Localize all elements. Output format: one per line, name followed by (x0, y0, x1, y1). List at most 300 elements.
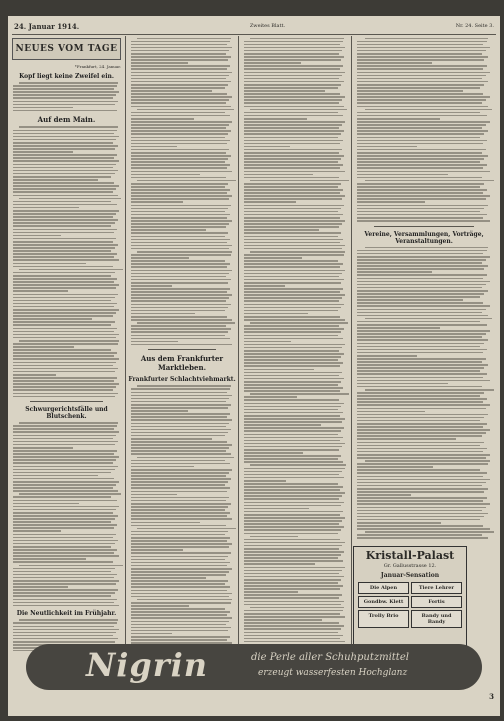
text-line (13, 94, 116, 96)
text-line (357, 395, 480, 397)
text-line (131, 245, 232, 247)
text-line (13, 232, 114, 234)
text-line (131, 419, 232, 421)
text-line (13, 328, 117, 330)
text-line (131, 481, 228, 483)
text-line (13, 213, 116, 215)
text-line (244, 529, 341, 531)
text-line (13, 219, 118, 221)
ad-program-item: Bandy und Bandy (411, 610, 462, 628)
article-text (357, 38, 491, 222)
text-line (131, 611, 230, 613)
text-line (131, 463, 230, 465)
text-line (13, 352, 117, 354)
text-line (244, 133, 341, 135)
text-line (131, 338, 230, 340)
text-line (13, 368, 118, 370)
text-line (13, 509, 116, 511)
text-line (13, 490, 118, 492)
text-line (244, 635, 343, 637)
text-line (244, 68, 340, 70)
text-line (13, 580, 119, 582)
text-line (244, 353, 344, 355)
text-line (13, 371, 115, 373)
text-line (357, 457, 486, 459)
text-line (357, 253, 483, 255)
text-line (244, 143, 340, 145)
text-line (244, 387, 343, 389)
text-line (131, 285, 172, 287)
text-line (13, 377, 117, 379)
text-line (244, 502, 344, 504)
text-line (244, 616, 345, 618)
text-line (244, 177, 339, 179)
text-line (244, 307, 341, 309)
text-line (13, 441, 118, 443)
text-line (244, 223, 342, 225)
text-line (131, 192, 227, 194)
text-line (244, 288, 343, 290)
text-line (357, 469, 480, 471)
text-line (244, 622, 339, 624)
text-line (250, 464, 346, 466)
text-line (131, 81, 231, 83)
text-line (357, 373, 487, 375)
text-line (244, 567, 345, 569)
text-line (131, 254, 231, 256)
text-line (244, 449, 339, 451)
text-line (13, 324, 111, 326)
text-line (357, 155, 488, 157)
text-line (244, 87, 338, 89)
text-line (13, 130, 117, 132)
text-line (244, 211, 338, 213)
text-line (13, 592, 115, 594)
text-line (244, 53, 339, 55)
text-line (244, 489, 340, 491)
text-line (131, 189, 230, 191)
text-line (131, 562, 230, 564)
text-line (357, 149, 486, 151)
text-line (244, 183, 341, 185)
text-line (357, 528, 490, 530)
text-line (244, 557, 338, 559)
text-line (357, 84, 484, 86)
text-line (13, 133, 114, 135)
text-line (244, 127, 339, 129)
text-line (13, 527, 114, 529)
text-line (357, 211, 480, 213)
text-line (357, 96, 490, 98)
text-line (13, 641, 115, 643)
text-line (131, 639, 227, 641)
masthead: NEUES VOM TAGE (12, 38, 121, 60)
text-line (13, 250, 111, 252)
text-line (244, 625, 344, 627)
text-line (19, 422, 117, 424)
text-line (244, 437, 343, 439)
text-line (357, 302, 483, 304)
text-line (13, 253, 117, 255)
text-line (13, 346, 74, 348)
text-line (357, 259, 486, 261)
text-line (357, 133, 484, 135)
text-line (357, 287, 482, 289)
text-line (244, 106, 344, 108)
text-line (244, 430, 341, 432)
ad-slogan-2: erzeugt wasserfesten Hochglanz (258, 668, 408, 678)
text-line (13, 453, 114, 455)
text-line (357, 522, 441, 524)
text-line (131, 294, 232, 296)
headline: Schwurgerichtsfälle und Blutschenk. (25, 406, 108, 421)
text-line (244, 517, 345, 519)
text-line (131, 195, 232, 197)
text-line (244, 604, 341, 606)
text-line (244, 632, 338, 634)
text-line (13, 450, 117, 452)
text-line (357, 451, 483, 453)
text-line (357, 262, 482, 264)
text-line (131, 395, 232, 397)
text-line (13, 167, 113, 169)
text-line (357, 53, 482, 55)
text-line (244, 161, 338, 163)
text-line (13, 235, 61, 237)
text-line (357, 99, 486, 101)
text-line (131, 484, 225, 486)
text-line (19, 619, 117, 621)
text-line (357, 177, 482, 179)
text-line (13, 229, 117, 231)
text-line (244, 226, 339, 228)
text-line (244, 140, 343, 142)
text-line (131, 72, 232, 74)
text-line (131, 444, 232, 446)
text-line (13, 512, 113, 514)
text-line (131, 453, 231, 455)
text-line (357, 537, 488, 539)
text-line (244, 548, 339, 550)
text-line (357, 72, 490, 74)
text-line (131, 167, 227, 169)
text-line (244, 242, 340, 244)
text-line (131, 211, 225, 213)
text-line (250, 322, 348, 324)
text-line (357, 256, 490, 258)
text-line (357, 494, 411, 496)
text-line (357, 361, 482, 363)
text-line (357, 146, 417, 148)
text-line (357, 500, 483, 502)
column-1 (10, 36, 123, 651)
column-4 (354, 36, 494, 541)
text-line (13, 107, 73, 109)
text-line (131, 605, 189, 607)
text-line (357, 161, 480, 163)
text-line (244, 446, 342, 448)
text-line (244, 443, 345, 445)
text-line (244, 300, 339, 302)
text-line (357, 352, 483, 354)
text-line (19, 82, 117, 84)
text-line (357, 497, 487, 499)
text-line (357, 516, 484, 518)
text-line (131, 500, 226, 502)
text-line (131, 137, 225, 139)
text-line (244, 316, 340, 318)
text-line (131, 304, 231, 306)
text-line (13, 284, 119, 286)
text-line (13, 629, 119, 631)
text-line (244, 554, 341, 556)
text-line (131, 475, 226, 477)
text-line (244, 96, 345, 98)
text-line (244, 369, 314, 371)
text-line (13, 543, 115, 545)
text-line (250, 180, 349, 182)
text-line (13, 605, 119, 607)
text-line (357, 201, 425, 203)
text-line (244, 362, 343, 364)
headline: Kopf liegt keine Zweifel ein. (19, 73, 114, 80)
text-line (13, 599, 117, 601)
text-line (244, 121, 345, 123)
text-line (365, 318, 492, 320)
text-line (244, 44, 340, 46)
text-line (13, 290, 68, 292)
text-line (131, 171, 232, 173)
text-line (131, 410, 188, 412)
text-line (244, 263, 343, 265)
text-line (131, 537, 230, 539)
text-line (13, 561, 113, 563)
text-line (357, 423, 487, 425)
text-line (244, 304, 344, 306)
headline: Die Neutlichkeit im Frühjahr. (16, 610, 117, 618)
text-line (13, 259, 119, 261)
text-line (131, 522, 200, 524)
text-line (244, 560, 343, 562)
text-line (19, 565, 123, 567)
text-line (244, 406, 341, 408)
text-line (137, 528, 236, 530)
text-line (357, 411, 425, 413)
text-line (357, 299, 463, 301)
text-line (244, 294, 345, 296)
text-line (244, 486, 343, 488)
text-line (357, 408, 486, 410)
page-marker: 3 (489, 692, 494, 701)
newspaper-page (8, 16, 500, 716)
headline: Aus dem Frankfurter Marktleben. (140, 354, 224, 373)
text-line (244, 365, 340, 367)
header-date: 24. Januar 1914. (14, 21, 80, 31)
text-line (13, 101, 118, 103)
text-line (250, 38, 344, 40)
text-line (357, 309, 486, 311)
text-line (13, 151, 73, 153)
text-line (131, 608, 225, 610)
text-line (131, 208, 228, 210)
text-line (137, 322, 235, 324)
text-line (13, 275, 111, 277)
text-line (131, 534, 225, 536)
text-line (13, 374, 56, 376)
text-line (131, 392, 227, 394)
text-line (244, 167, 340, 169)
text-line (244, 588, 340, 590)
text-line (131, 319, 232, 321)
text-line (131, 266, 227, 268)
text-line (13, 97, 113, 99)
text-line (131, 47, 232, 49)
separator (374, 226, 474, 227)
text-line (357, 349, 487, 351)
text-line (357, 164, 487, 166)
text-line (131, 130, 231, 132)
text-line (131, 297, 229, 299)
text-line (357, 130, 488, 132)
text-line (244, 356, 341, 358)
text-line (13, 222, 115, 224)
text-line (244, 102, 339, 104)
text-line (131, 53, 226, 55)
text-line (13, 303, 117, 305)
text-line (357, 442, 484, 444)
text-line (131, 161, 225, 163)
text-line (357, 290, 488, 292)
text-line (244, 483, 338, 485)
text-line (13, 318, 92, 320)
text-line (131, 232, 228, 234)
text-line (244, 409, 338, 411)
text-line (357, 44, 483, 46)
text-line (13, 462, 113, 464)
text-line (357, 305, 490, 307)
article-text (13, 126, 120, 397)
text-line (131, 593, 232, 595)
text-line (365, 460, 490, 462)
text-line (357, 189, 487, 191)
text-line (244, 551, 344, 553)
text-line (357, 327, 440, 329)
text-line (244, 195, 345, 197)
text-line (137, 109, 234, 111)
text-line (131, 574, 226, 576)
text-line (244, 84, 341, 86)
text-line (131, 614, 227, 616)
text-line (357, 208, 484, 210)
text-line (244, 359, 338, 361)
text-line (13, 297, 115, 299)
text-line (357, 491, 484, 493)
text-line (13, 475, 98, 477)
text-line (244, 638, 340, 640)
text-line (13, 173, 115, 175)
text-line (357, 414, 488, 416)
text-line (244, 239, 343, 241)
text-line (365, 389, 494, 391)
text-line (13, 210, 119, 212)
text-line (244, 505, 341, 507)
text-line (357, 507, 486, 509)
text-line (131, 426, 226, 428)
text-line (131, 133, 228, 135)
text-line (13, 241, 113, 243)
text-line (244, 424, 321, 426)
text-line (244, 421, 342, 423)
text-line (13, 568, 115, 570)
text-line (13, 315, 113, 317)
text-line (131, 223, 229, 225)
text-line (357, 519, 480, 521)
text-line (13, 428, 114, 430)
text-line (365, 531, 494, 533)
text-line (357, 158, 484, 160)
text-line (13, 216, 113, 218)
text-line (131, 220, 232, 222)
text-line (13, 626, 114, 628)
text-line (357, 192, 483, 194)
text-line (244, 245, 345, 247)
text-line (357, 59, 484, 61)
text-line (13, 444, 115, 446)
text-line (13, 85, 117, 87)
text-line (131, 331, 228, 333)
text-line (131, 341, 178, 343)
text-line (131, 571, 229, 573)
text-line (13, 188, 116, 190)
text-line (131, 68, 227, 70)
text-line (357, 143, 483, 145)
text-line (131, 273, 229, 275)
text-line (131, 325, 226, 327)
text-line (131, 518, 232, 520)
text-line (244, 171, 345, 173)
text-line (357, 87, 480, 89)
text-line (131, 155, 231, 157)
text-line (357, 65, 487, 67)
text-line (131, 441, 227, 443)
text-line (131, 583, 225, 585)
text-line (13, 586, 68, 588)
text-line (13, 247, 115, 249)
page-header (14, 20, 494, 32)
text-line (357, 466, 433, 468)
text-line (131, 509, 225, 511)
text-line (365, 247, 488, 249)
text-line (244, 570, 342, 572)
text-line (131, 624, 226, 626)
text-line (131, 99, 229, 101)
text-line (13, 638, 118, 640)
text-line (131, 621, 229, 623)
text-line (131, 307, 228, 309)
text-line (131, 580, 228, 582)
text-line (13, 540, 118, 542)
text-line (19, 198, 121, 200)
text-line (244, 610, 343, 612)
text-line (357, 278, 483, 280)
text-line (244, 282, 341, 284)
text-line (244, 99, 342, 101)
text-line (19, 269, 123, 271)
text-line (357, 214, 487, 216)
text-line (13, 577, 114, 579)
text-line (244, 310, 338, 312)
text-line (357, 205, 488, 207)
